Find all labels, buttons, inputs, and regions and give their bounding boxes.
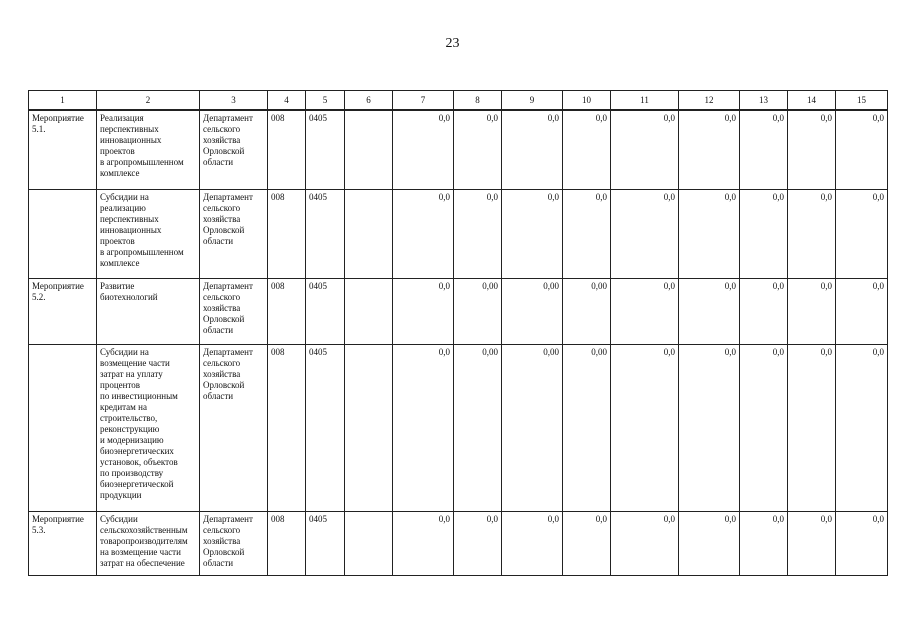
header-cell: 7 [393, 91, 454, 111]
header-cell: 6 [345, 91, 393, 111]
code-cell: 0405 [306, 344, 345, 511]
name-cell: Субсидии на возмещение части затрат на уплату процентов по инвестиционным кредитам на строительство, реконструкцию и модернизацию биоэнергетических установок, объектов по производству биоэнергетической продукции [97, 344, 200, 511]
value-cell: 0,0 [740, 278, 788, 344]
value-cell: 0,0 [611, 344, 679, 511]
department-cell: Департамент сельского хозяйства Орловской области [200, 344, 268, 511]
header-cell: 12 [679, 91, 740, 111]
event-cell: Мероприятие 5.2. [29, 278, 97, 344]
header-cell: 2 [97, 91, 200, 111]
department-cell: Департамент сельского хозяйства Орловской области [200, 189, 268, 278]
value-cell: 0,00 [502, 278, 563, 344]
value-cell: 0,0 [679, 511, 740, 575]
code-cell [345, 278, 393, 344]
value-cell: 0,00 [502, 344, 563, 511]
value-cell: 0,0 [788, 278, 836, 344]
header-cell: 5 [306, 91, 345, 111]
value-cell: 0,0 [563, 110, 611, 189]
code-cell: 008 [268, 278, 306, 344]
event-cell [29, 189, 97, 278]
value-cell: 0,0 [788, 344, 836, 511]
value-cell: 0,00 [454, 344, 502, 511]
value-cell: 0,0 [836, 189, 888, 278]
table-row [29, 511, 888, 575]
name-cell: Субсидии на реализацию перспективных инновационных проектов в агропромышленном комплексе [97, 189, 200, 278]
value-cell: 0,0 [788, 511, 836, 575]
value-cell: 0,0 [611, 278, 679, 344]
value-cell: 0,00 [563, 344, 611, 511]
value-cell: 0,0 [454, 189, 502, 278]
code-cell: 0405 [306, 511, 345, 575]
event-cell: Мероприятие 5.1. [29, 110, 97, 189]
table-row [29, 189, 888, 278]
name-cell: Развитие биотехнологий [97, 278, 200, 344]
value-cell: 0,0 [454, 110, 502, 189]
header-cell: 15 [836, 91, 888, 111]
code-cell: 008 [268, 511, 306, 575]
header-cell: 13 [740, 91, 788, 111]
name-cell: Субсидии сельскохозяйственным товаропроизводителям на возмещение части затрат на обеспечение [97, 511, 200, 575]
value-cell: 0,0 [740, 511, 788, 575]
value-cell: 0,0 [611, 110, 679, 189]
value-cell: 0,0 [393, 344, 454, 511]
name-cell: Реализация перспективных инновационных проектов в агропромышленном комплексе [97, 110, 200, 189]
code-cell [345, 110, 393, 189]
header-row [29, 91, 888, 111]
budget-table [28, 90, 888, 576]
value-cell: 0,0 [502, 189, 563, 278]
code-cell [345, 344, 393, 511]
code-cell: 008 [268, 344, 306, 511]
header-cell: 10 [563, 91, 611, 111]
value-cell: 0,0 [679, 189, 740, 278]
code-cell: 0405 [306, 189, 345, 278]
value-cell: 0,0 [836, 511, 888, 575]
header-cell: 9 [502, 91, 563, 111]
code-cell: 008 [268, 189, 306, 278]
value-cell: 0,0 [393, 278, 454, 344]
table-row [29, 278, 888, 344]
value-cell: 0,0 [740, 344, 788, 511]
code-cell: 008 [268, 110, 306, 189]
value-cell: 0,0 [836, 344, 888, 511]
value-cell: 0,0 [393, 511, 454, 575]
code-cell [345, 189, 393, 278]
table-row [29, 344, 888, 511]
header-cell: 1 [29, 91, 97, 111]
value-cell: 0,0 [788, 110, 836, 189]
header-cell: 11 [611, 91, 679, 111]
value-cell: 0,0 [740, 110, 788, 189]
value-cell: 0,0 [393, 110, 454, 189]
value-cell: 0,0 [502, 511, 563, 575]
code-cell [345, 511, 393, 575]
code-cell: 0405 [306, 110, 345, 189]
value-cell: 0,0 [611, 511, 679, 575]
value-cell: 0,0 [393, 189, 454, 278]
value-cell: 0,0 [679, 344, 740, 511]
value-cell: 0,0 [836, 110, 888, 189]
header-cell: 8 [454, 91, 502, 111]
department-cell: Департамент сельского хозяйства Орловской области [200, 511, 268, 575]
value-cell: 0,0 [788, 189, 836, 278]
value-cell: 0,00 [563, 278, 611, 344]
value-cell: 0,0 [563, 511, 611, 575]
event-cell: Мероприятие 5.3. [29, 511, 97, 575]
value-cell: 0,0 [679, 110, 740, 189]
value-cell: 0,0 [563, 189, 611, 278]
value-cell: 0,00 [454, 278, 502, 344]
header-cell: 14 [788, 91, 836, 111]
page-number: 23 [445, 36, 460, 51]
event-cell [29, 344, 97, 511]
value-cell: 0,0 [679, 278, 740, 344]
header-cell: 4 [268, 91, 306, 111]
code-cell: 0405 [306, 278, 345, 344]
value-cell: 0,0 [502, 110, 563, 189]
value-cell: 0,0 [454, 511, 502, 575]
table-row [29, 110, 888, 189]
department-cell: Департамент сельского хозяйства Орловской области [200, 278, 268, 344]
department-cell: Департамент сельского хозяйства Орловской области [200, 110, 268, 189]
header-cell: 3 [200, 91, 268, 111]
value-cell: 0,0 [836, 278, 888, 344]
value-cell: 0,0 [740, 189, 788, 278]
value-cell: 0,0 [611, 189, 679, 278]
